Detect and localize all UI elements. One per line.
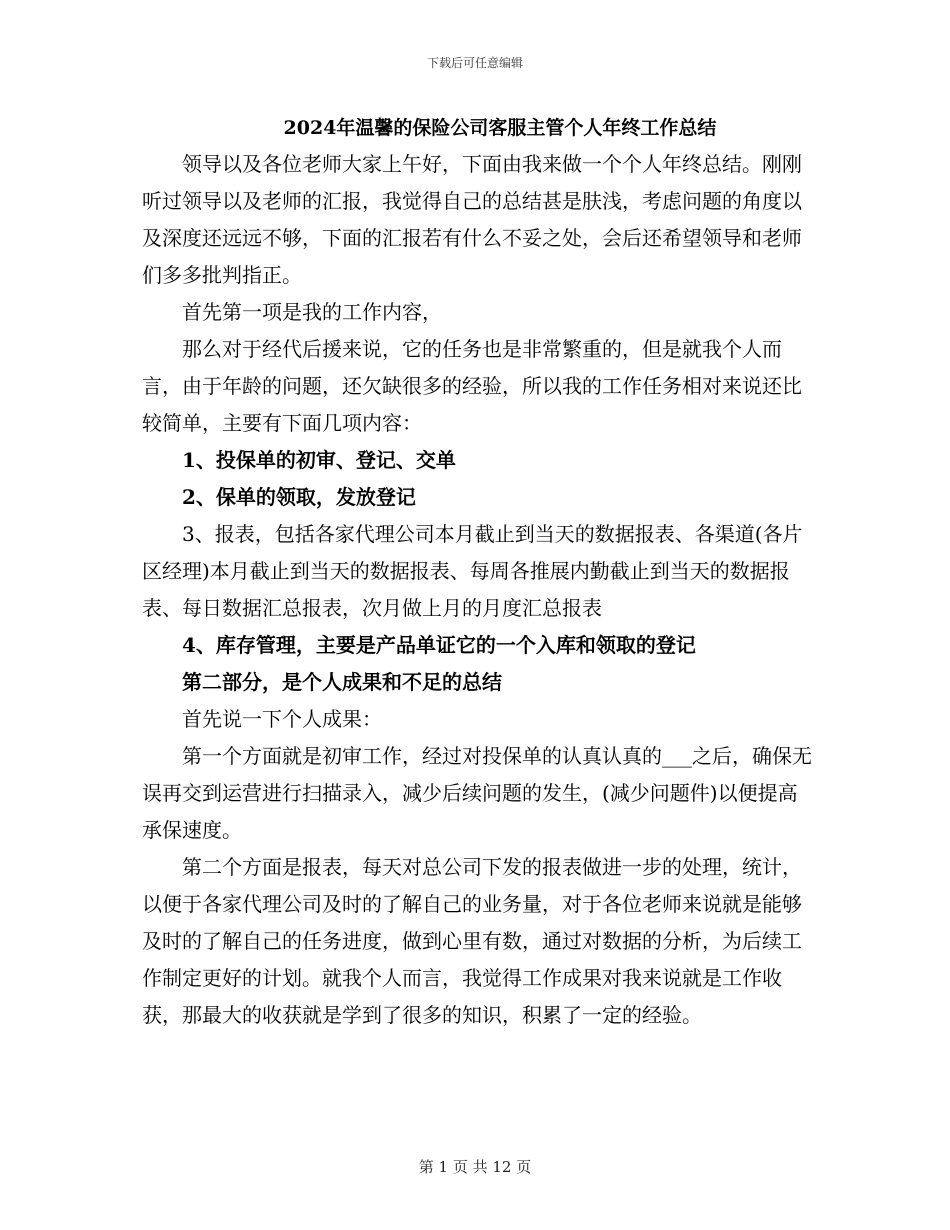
paragraph-first-item: 首先第一项是我的工作内容，	[182, 300, 442, 324]
list-item-4: 4、库存管理，主要是产品单证它的一个入库和领取的登记	[182, 633, 696, 657]
paragraph-intro: 领导以及各位老师大家上午好，下面由我来做一个个人年终总结。刚刚听过领导以及老师的汇报，我觉得自己的总结甚是肤浅，考虑问题的角度以及深度还远远不够，下面的汇报若有什么不妥之处，会后还希望领导和老师们多多批判指正。	[142, 152, 802, 287]
paragraph-review-work: 第一个方面就是初审工作，经过对投保单的认真认真的___之后，确保无误再交到运营进行扫描录入，减少后续问题的发生，(减少问题件)以便提高承保速度。	[142, 744, 812, 842]
list-item-3: 3、报表，包括各家代理公司本月截止到当天的数据报表、各渠道(各片区经理)本月截止到当天的数据报表、每周各推展内勤截止到当天的数据报表、每日数据汇总报表，次月做上月的月度汇总报表	[142, 522, 803, 620]
document-body	[142, 146, 812, 1034]
paragraph-work-content: 那么对于经代后援来说，它的任务也是非常繁重的，但是就我个人而言，由于年龄的问题，还欠缺很多的经验，所以我的工作任务相对来说还比较简单，主要有下面几项内容：	[142, 337, 802, 435]
page-number: 第 1 页 共 12 页	[418, 1158, 532, 1176]
document-title: 2024年温馨的保险公司客服主管个人年终工作总结	[283, 117, 717, 139]
paragraph-achievements-intro: 首先说一下个人成果：	[182, 707, 382, 731]
page-header-note: 下载后可任意编辑	[426, 56, 523, 70]
list-item-1: 1、投保单的初审、登记、交单	[182, 448, 456, 472]
paragraph-reports: 第二个方面是报表，每天对总公司下发的报表做进一步的处理，统计，以便于各家代理公司及时的了解自己的业务量，对于各位老师来说就是能够及时的了解自己的任务进度，做到心里有数，通过对数据的分析，为后续工作制定更好的计划。就我个人而言，我觉得工作成果对我来说就是工作收获，那最大的收获就是学到了很多的知识，积累了一定的经验。	[142, 855, 802, 1027]
list-item-2: 2、保单的领取，发放登记	[182, 485, 416, 509]
section-heading-part-two: 第二部分，是个人成果和不足的总结	[182, 670, 502, 694]
